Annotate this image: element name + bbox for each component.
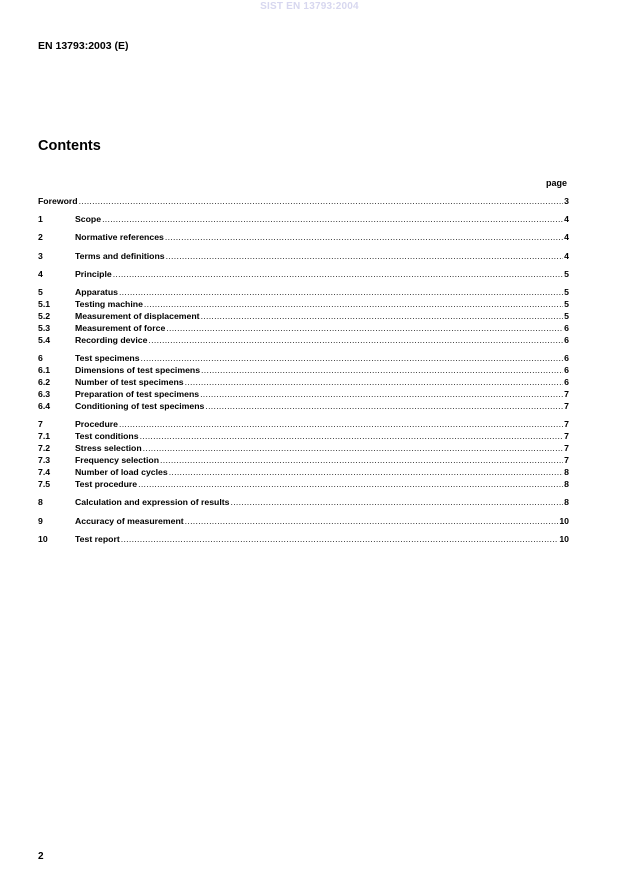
toc-leader-dots <box>119 418 563 430</box>
toc-entry-title: Test specimens <box>75 353 140 363</box>
toc-entry[interactable] <box>38 430 569 442</box>
toc-leader-dots <box>185 515 559 527</box>
toc-entry-title: Apparatus <box>75 287 118 297</box>
toc-entry-page: 7 <box>564 401 569 411</box>
toc-entry-title: Calculation and expression of results <box>75 497 230 507</box>
toc-entry-page: 5 <box>564 299 569 309</box>
toc-entry-title: Testing machine <box>75 299 143 309</box>
toc-entry-page: 5 <box>564 269 569 279</box>
toc-entry-title: Dimensions of test specimens <box>75 365 201 375</box>
toc-entry[interactable] <box>38 376 569 388</box>
toc-entry-page: 4 <box>564 214 569 224</box>
toc-entry-title: Number of test specimens <box>75 377 184 387</box>
toc-entry-title: Foreword <box>38 196 78 206</box>
toc-entry[interactable] <box>38 388 569 400</box>
toc-entry-number: 7.2 <box>38 443 51 453</box>
toc-entry-number: 1 <box>38 214 43 224</box>
toc-entry[interactable] <box>38 310 569 322</box>
toc-entry-title: Test report <box>75 534 120 544</box>
toc-leader-dots <box>121 533 559 545</box>
toc-leader-dots <box>113 268 563 280</box>
toc-entry-number: 5.2 <box>38 311 51 321</box>
toc-entry-title: Procedure <box>75 419 118 429</box>
toc-entry-title: Terms and definitions <box>75 251 165 261</box>
toc-entry-page: 5 <box>564 287 569 297</box>
toc-leader-dots <box>144 298 563 310</box>
toc-leader-dots <box>141 352 564 364</box>
toc-leader-dots <box>165 231 563 243</box>
toc-entry-number: 7.1 <box>38 431 51 441</box>
toc-entry[interactable] <box>38 364 569 376</box>
toc-entry-page: 10 <box>559 516 569 526</box>
toc-entry-number: 6.3 <box>38 389 51 399</box>
page-column-label: page <box>545 178 567 188</box>
toc-entry-number: 5.4 <box>38 335 51 345</box>
toc-entry-title: Scope <box>75 214 102 224</box>
watermark: SIST EN 13793:2004 <box>260 1 359 12</box>
toc-entry-title: Frequency selection <box>75 455 160 465</box>
toc-leader-dots <box>160 454 563 466</box>
toc-entry-page: 10 <box>559 534 569 544</box>
toc-entry-number: 6.1 <box>38 365 51 375</box>
toc-entry-title: Test procedure <box>75 479 138 489</box>
toc-entry[interactable] <box>38 250 569 262</box>
toc-entry-title: Stress selection <box>75 443 142 453</box>
toc-entry[interactable] <box>38 268 569 280</box>
toc-entry[interactable] <box>38 322 569 334</box>
toc-leader-dots <box>138 478 563 490</box>
toc-entry[interactable] <box>38 213 569 225</box>
toc-entry-page: 7 <box>564 389 569 399</box>
document-id: EN 13793:2003 (E) <box>38 40 129 52</box>
toc-entry-number: 7.3 <box>38 455 51 465</box>
toc-entry[interactable] <box>38 400 569 412</box>
toc-entry-title: Conditioning of test specimens <box>75 401 205 411</box>
toc-entry-number: 8 <box>38 497 43 507</box>
toc-entry-title: Preparation of test specimens <box>75 389 200 399</box>
toc-entry-number: 7 <box>38 419 43 429</box>
toc-leader-dots <box>119 286 563 298</box>
toc-entry-title: Recording device <box>75 335 148 345</box>
toc-entry[interactable] <box>38 334 569 346</box>
toc-entry-page: 7 <box>564 431 569 441</box>
toc-entry-page: 4 <box>564 251 569 261</box>
toc-leader-dots <box>166 322 563 334</box>
toc-entry[interactable] <box>38 466 569 478</box>
toc-entry[interactable] <box>38 286 569 298</box>
toc-entry-number: 9 <box>38 516 43 526</box>
toc-entry-page: 7 <box>564 419 569 429</box>
toc-leader-dots <box>166 250 564 262</box>
toc-entry-number: 10 <box>38 534 48 544</box>
toc-leader-dots <box>169 466 563 478</box>
toc-entry-number: 6.4 <box>38 401 51 411</box>
toc-leader-dots <box>79 195 564 207</box>
toc-leader-dots <box>200 388 563 400</box>
toc-entry-title: Test conditions <box>75 431 139 441</box>
toc-entry-page: 5 <box>564 311 569 321</box>
toc-entry-page: 6 <box>564 377 569 387</box>
toc-entry-page: 3 <box>564 196 569 206</box>
toc-entry-page: 6 <box>564 353 569 363</box>
toc-entry-page: 7 <box>564 455 569 465</box>
toc-leader-dots <box>148 334 563 346</box>
toc-leader-dots <box>201 310 564 322</box>
toc-entry[interactable] <box>38 298 569 310</box>
toc-entry[interactable] <box>38 533 569 545</box>
toc-entry-number: 6.2 <box>38 377 51 387</box>
toc-entry-title: Measurement of force <box>75 323 166 333</box>
toc-entry-number: 4 <box>38 269 43 279</box>
toc-entry-page: 6 <box>564 335 569 345</box>
toc-entry[interactable] <box>38 496 569 508</box>
footer-page-number: 2 <box>38 851 44 862</box>
toc-entry-number: 6 <box>38 353 43 363</box>
toc-entry-page: 7 <box>564 443 569 453</box>
toc-entry-title: Principle <box>75 269 112 279</box>
toc-entry-number: 5.3 <box>38 323 51 333</box>
toc-entry-page: 8 <box>564 467 569 477</box>
toc-entry-page: 8 <box>564 497 569 507</box>
toc-entry-page: 6 <box>564 365 569 375</box>
toc-entry-number: 2 <box>38 232 43 242</box>
toc-leader-dots <box>143 442 564 454</box>
toc-entry[interactable] <box>38 352 569 364</box>
toc-entry-number: 7.4 <box>38 467 51 477</box>
toc-entry-page: 8 <box>564 479 569 489</box>
toc-entry-number: 3 <box>38 251 43 261</box>
toc-entry-number: 5.1 <box>38 299 51 309</box>
toc-entry[interactable] <box>38 515 569 527</box>
toc-entry-title: Accuracy of measurement <box>75 516 184 526</box>
toc-entry-number: 5 <box>38 287 43 297</box>
toc-leader-dots <box>140 430 564 442</box>
toc-entry[interactable] <box>38 454 569 466</box>
toc-entry-title: Normative references <box>75 232 164 242</box>
toc-entry-page: 4 <box>564 232 569 242</box>
toc-entry[interactable] <box>38 231 569 243</box>
toc-entry[interactable] <box>38 195 569 207</box>
toc-entry[interactable] <box>38 442 569 454</box>
contents-title: Contents <box>38 138 101 154</box>
toc-entry[interactable] <box>38 418 569 430</box>
toc-entry[interactable] <box>38 478 569 490</box>
toc-leader-dots <box>185 376 564 388</box>
toc-entry-number: 7.5 <box>38 479 51 489</box>
toc-leader-dots <box>230 496 563 508</box>
toc-leader-dots <box>205 400 563 412</box>
toc-entry-title: Measurement of displacement <box>75 311 200 321</box>
toc-leader-dots <box>201 364 563 376</box>
toc-entry-title: Number of load cycles <box>75 467 168 477</box>
toc-entry-page: 6 <box>564 323 569 333</box>
toc-leader-dots <box>102 213 563 225</box>
